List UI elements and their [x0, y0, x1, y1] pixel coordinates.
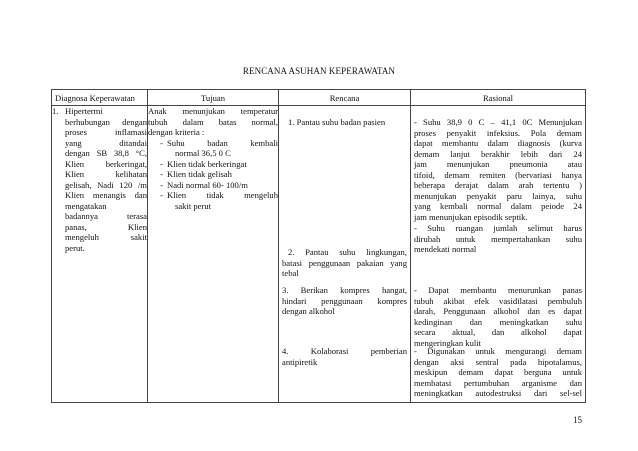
- rationale-line: meningkatkan autodestruksi dari sel-sel: [414, 388, 582, 398]
- diagnosis-line: Klien kelihatan: [65, 169, 147, 179]
- rationale-line: tubuh akibat efek vasidilatasi pembuluh: [414, 295, 582, 306]
- plan-line: 1. Pantau suhu badan pasien: [288, 117, 386, 127]
- diagnosis-line: mengeluh sakit: [65, 232, 147, 242]
- rationale-item-2: [414, 223, 582, 255]
- rationale-line: secara aktual, dan alkohol dapat: [414, 327, 582, 337]
- plan-line: hindari penggunaan kompres: [282, 295, 407, 306]
- rationale-line: yang kembali normal dalam peiode 24: [414, 201, 582, 211]
- plan-line: batasi penggunaan pakaian yang: [282, 257, 407, 268]
- rationale-line: darah, Penggunaan alkohol dan es dapat: [414, 306, 582, 316]
- rationale-line: jam menunjukan episodik septik.: [414, 211, 528, 222]
- rationale-line: - Digunakan untuk mengurangi demam: [414, 346, 582, 356]
- care-plan-table: [51, 89, 586, 403]
- criteria-text: Suhu badan kembali: [167, 137, 278, 148]
- rationale-item-1: [414, 117, 582, 222]
- criteria-text: Klien tidak mengeluh: [167, 190, 278, 200]
- rationale-item-4: [414, 346, 582, 399]
- criteria-text: Klien tidak gelisah: [167, 169, 232, 179]
- rationale-line: proses penyakit infeksius. Pola demam: [414, 127, 582, 138]
- plan-item-4: [282, 346, 407, 367]
- plan-line: 2. Pantau suhu lingkungan,: [288, 247, 407, 257]
- diagnosis-line: mengatakan: [65, 200, 107, 211]
- diagnosis-line: berhubungan dengan: [65, 116, 147, 127]
- rationale-line: - Suhu 38,9 0 C – 41,1 0C Menunjukan: [414, 117, 582, 127]
- goal-line: dengan kriteria :: [148, 127, 205, 137]
- criteria-item: - Suhu badan kembali: [160, 137, 278, 148]
- rationale-line: demam lanjut berakhir lebih dari 24: [414, 148, 582, 159]
- rationale-cell: [411, 106, 586, 403]
- plan-line: dengan alkohol: [282, 306, 335, 316]
- rationale-line: - Dapat membantu menurunkan panas: [414, 285, 582, 295]
- goal-line: tubuh dalam batas normal,: [148, 116, 278, 127]
- diagnosis-line: yang ditandai: [65, 137, 147, 148]
- diagnosis-line: proses inflamasi: [65, 127, 147, 137]
- rationale-line: tifoid, demam remiten (bervariasi hanya: [414, 169, 582, 180]
- plan-cell: [279, 106, 411, 403]
- diagnosis-line: panas, Klien: [65, 221, 147, 232]
- rationale-item-3: [414, 285, 582, 348]
- plan-item-2: [282, 247, 407, 279]
- rationale-line: dengan aksi sentral pada hipotalamus,: [414, 356, 582, 367]
- page-number: 15: [573, 415, 582, 425]
- plan-line: antipiretik: [282, 356, 318, 367]
- diagnosis-cell: [52, 106, 148, 403]
- header-diagnosa: Diagnosa Keperawatan: [52, 90, 148, 106]
- rationale-line: - Suhu ruangan jumlah selimut harus: [414, 223, 582, 233]
- rationale-line: mengeringkan kulit: [414, 337, 482, 348]
- header-tujuan: Tujuan: [148, 90, 279, 106]
- criteria-item: - Klien tidak mengeluh: [160, 190, 278, 200]
- plan-line: 4. Kolaborasi pemberian: [282, 346, 407, 356]
- diagnosis-line: badannya terasa: [65, 211, 147, 221]
- rationale-line: beberapa derajat dalam arah tertentu ): [414, 180, 582, 190]
- rationale-line: membatasi pertumbuhan arganisme dan: [414, 377, 582, 388]
- diagnosis-line: dengan SB 38,8 °C,: [65, 148, 147, 158]
- criteria-text: Klien tidak berkeringat: [167, 158, 247, 169]
- diagnosis-line: gelisah, Nadi 120 /m: [65, 179, 147, 190]
- table-row: [52, 106, 586, 403]
- rationale-line: kedinginan dan meningkatkan suhu: [414, 316, 582, 327]
- rationale-line: meskipun demam dapat berguna untuk: [414, 367, 582, 377]
- diagnosis-number: 1.: [52, 106, 59, 116]
- diagnosis-line: perut.: [65, 242, 85, 253]
- header-rasional: Rasional: [411, 90, 586, 106]
- diagnosis-line: Klien menangis dan: [65, 190, 147, 200]
- diagnosis-line: Klien berkeringat,: [65, 158, 147, 169]
- goal-line: Anak menunjukan temperatur: [148, 106, 278, 116]
- rationale-line: jam menunjukan pneumonia atau: [414, 159, 582, 169]
- document-title: RENCANA ASUHAN KEPERAWATAN: [242, 66, 396, 76]
- rationale-line: dirubah untuk mempertahankan suhu: [414, 233, 582, 244]
- plan-item-1: [282, 117, 407, 128]
- criteria-text: normal 36,5 0 C: [175, 148, 231, 158]
- rationale-line: dapat membantu dalam diagnosis (kurva: [414, 138, 582, 148]
- plan-item-3: [282, 285, 407, 317]
- diagnosis-line: Hipertermi: [65, 106, 103, 116]
- rationale-line: mendekati normal: [414, 244, 477, 254]
- goal-cell: [148, 106, 279, 403]
- criteria-text: Nadi normal 60- 100/m: [167, 179, 248, 190]
- criteria-text: sakit perut: [175, 200, 212, 211]
- criteria-item: - Klien tidak gelisah: [148, 169, 278, 180]
- plan-line: tebal: [282, 268, 299, 278]
- table-header-row: [52, 90, 586, 106]
- criteria-item: - Klien tidak berkeringat: [148, 159, 278, 170]
- header-rencana: Rencana: [279, 90, 411, 106]
- rationale-line: menunjukan penyakit paru lainya, suhu: [414, 190, 582, 201]
- plan-line: 3. Berikan kompres hangat,: [282, 285, 407, 295]
- criteria-item: - Nadi normal 60- 100/m: [148, 180, 278, 191]
